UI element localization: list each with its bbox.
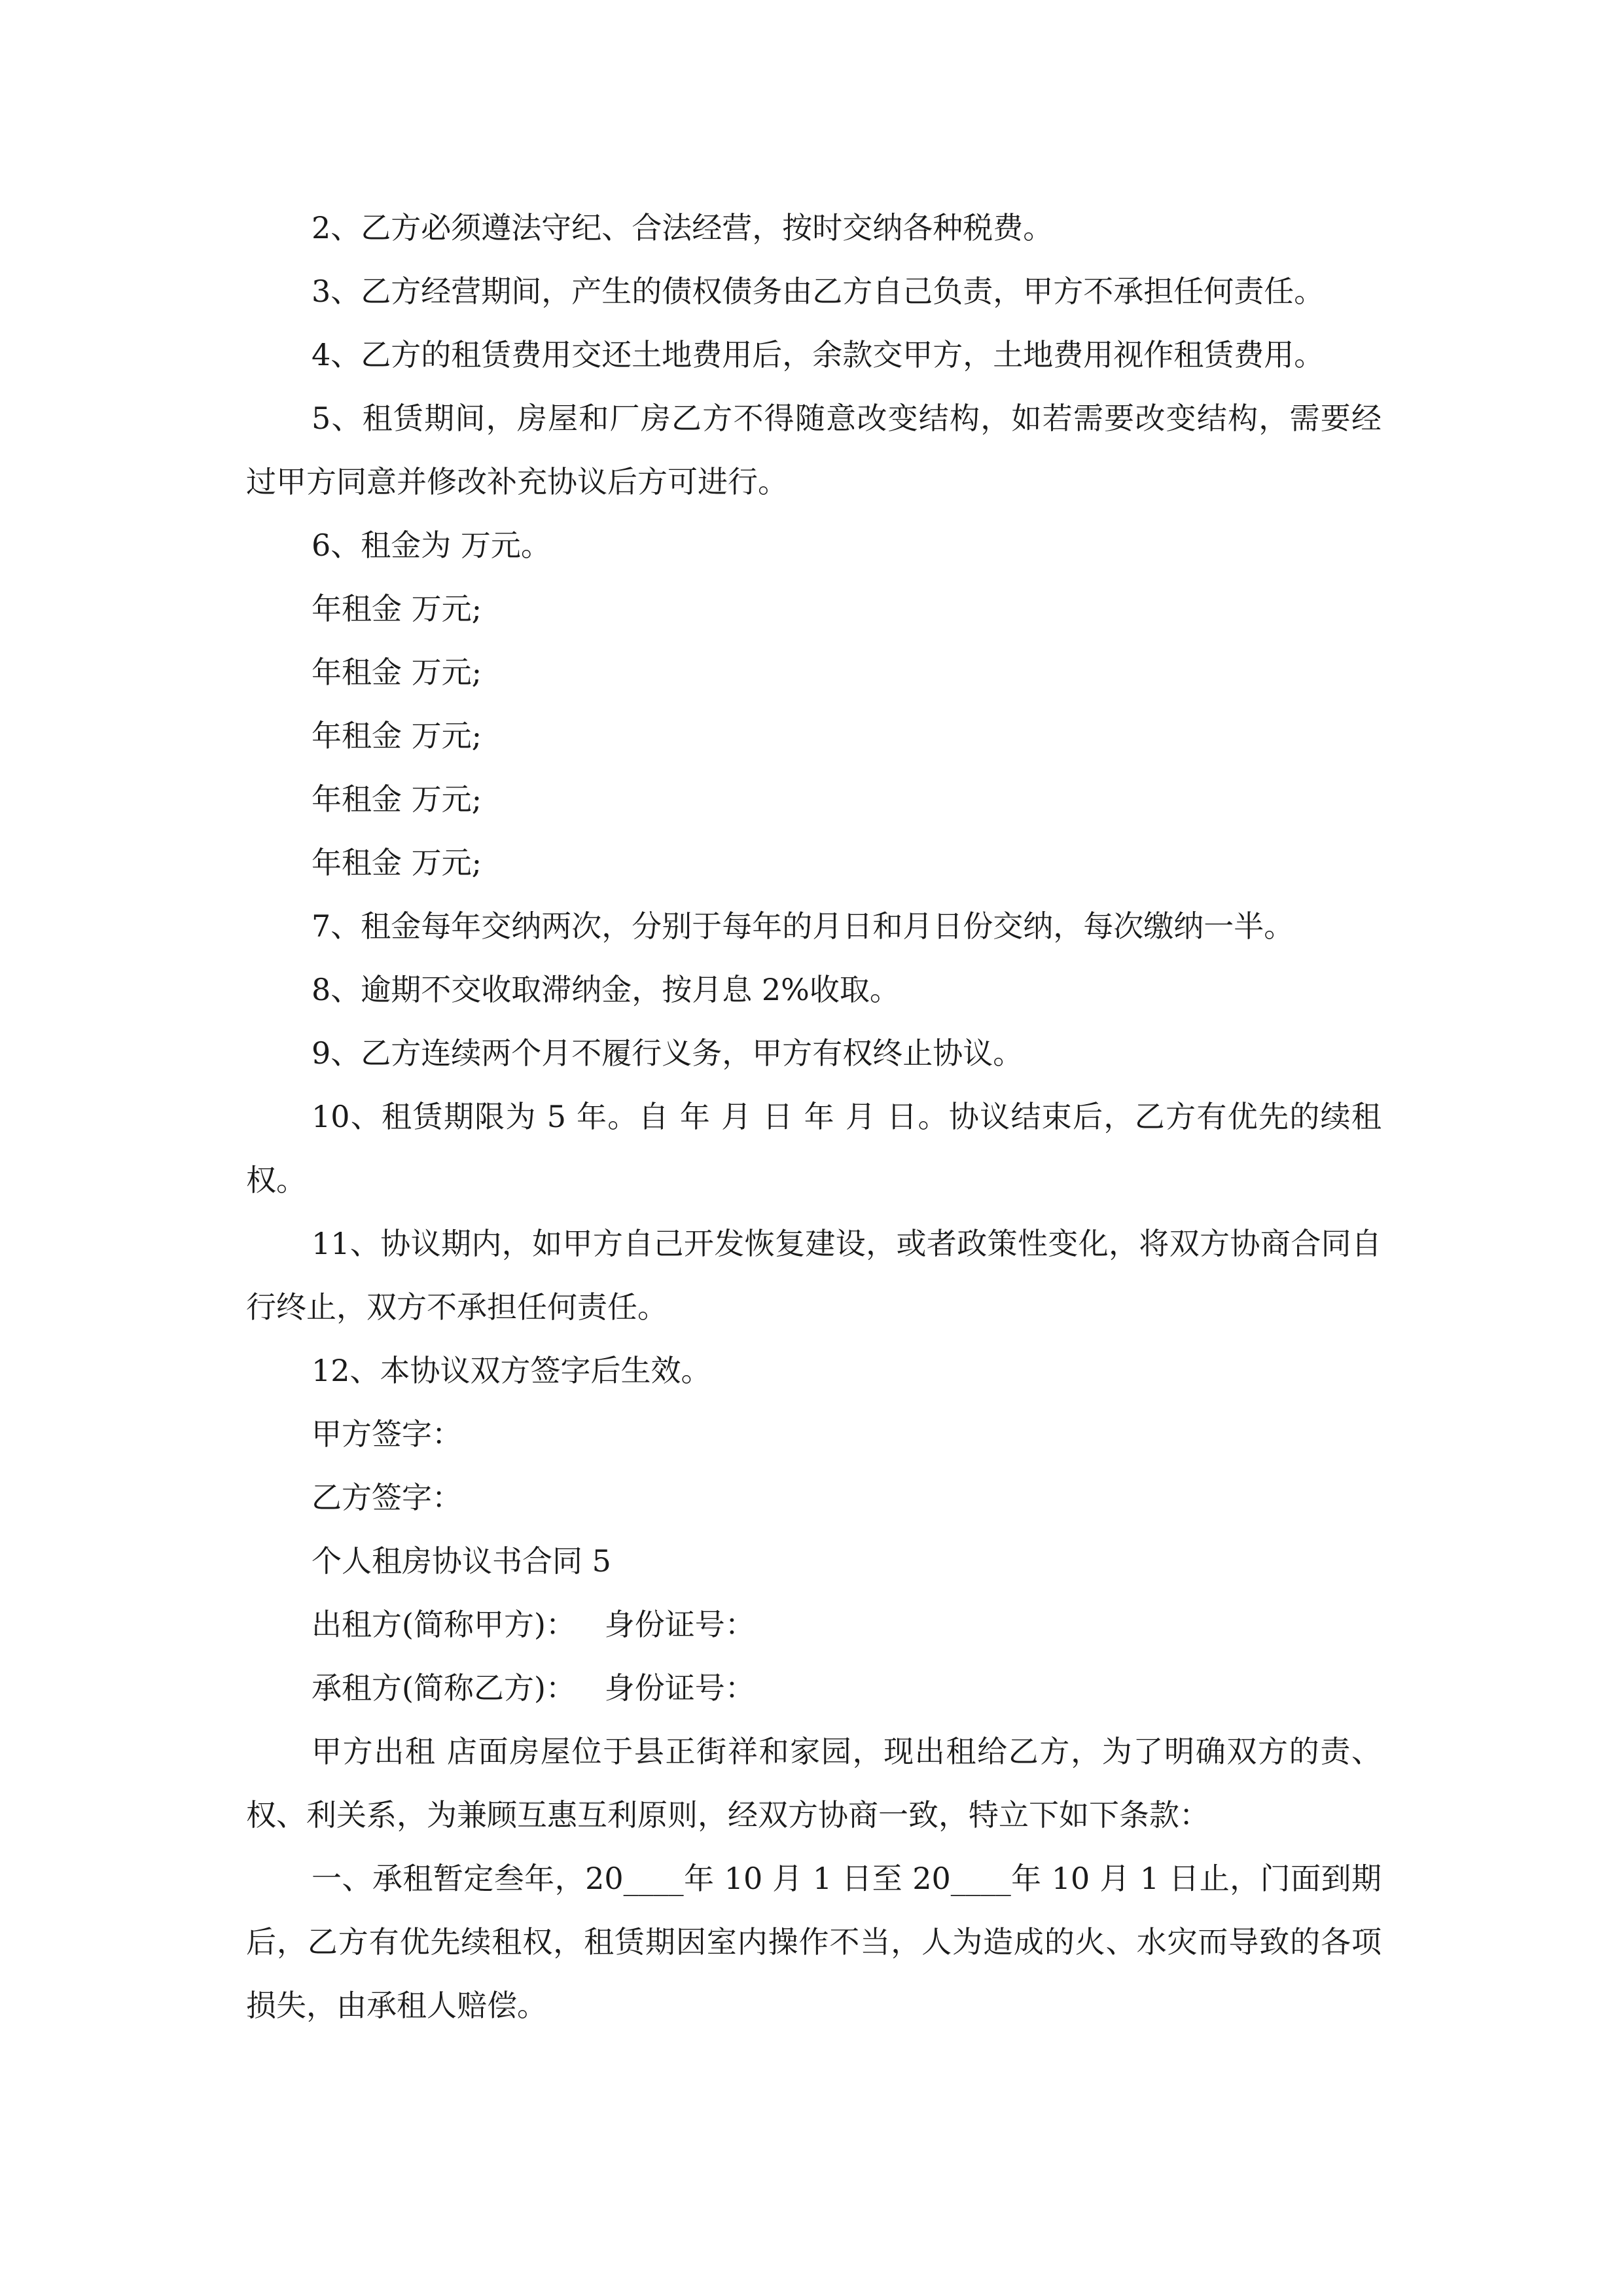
clause-10: 10、租赁期限为 5 年。自 年 月 日 年 月 日。协议结束后，乙方有优先的续租权。 bbox=[246, 1099, 1382, 1198]
clause-7: 7、租金每年交纳两次，分别于每年的月日和月日份交纳，每次缴纳一半。 bbox=[312, 908, 1294, 944]
clause-6: 6、租金为 万元。 bbox=[312, 528, 551, 563]
annual-rent-line: 年租金 万元; bbox=[312, 845, 482, 880]
contract-heading: 个人租房协议书合同 5 bbox=[312, 1543, 611, 1579]
clause-4: 4、乙方的租赁费用交还土地费用后，余款交甲方，土地费用视作租赁费用。 bbox=[312, 337, 1325, 372]
clause-9: 9、乙方连续两个月不履行义务，甲方有权终止协议。 bbox=[312, 1035, 1024, 1071]
annual-rent-line: 年租金 万元; bbox=[312, 718, 482, 753]
annual-rent-line: 年租金 万元; bbox=[312, 591, 482, 626]
annual-rent-line: 年租金 万元; bbox=[312, 781, 482, 817]
clause-8: 8、逾期不交收取滞纳金，按月息 2%收取。 bbox=[312, 972, 900, 1007]
lessee-line: 承租方(简称乙方)： 身份证号： bbox=[312, 1670, 755, 1706]
annual-rent-line: 年租金 万元; bbox=[312, 655, 482, 690]
document-body bbox=[246, 196, 1382, 2037]
clause-12: 12、本协议双方签字后生效。 bbox=[312, 1353, 711, 1388]
clause-3: 3、乙方经营期间，产生的债权债务由乙方自己负责，甲方不承担任何责任。 bbox=[312, 274, 1325, 309]
article-1: 一、承租暂定叁年，20____年 10 月 1 日至 20____年 10 月 1 日止，门面到期后，乙方有优先续租权，租赁期因室内操作不当，人为造成的火、水灾而导致的各项损失，由承租人赔偿。 bbox=[246, 1861, 1382, 2023]
clause-11: 11、协议期内，如甲方自己开发恢复建设，或者政策性变化，将双方协商合同自行终止，双方不承担任何责任。 bbox=[246, 1226, 1382, 1325]
preamble: 甲方出租 店面房屋位于县正街祥和家园，现出租给乙方，为了明确双方的责、权、利关系，为兼顾互惠互利原则，经双方协商一致，特立下如下条款： bbox=[246, 1734, 1382, 1833]
lessor-line: 出租方(简称甲方)： 身份证号： bbox=[312, 1607, 755, 1642]
party-b-signature: 乙方签字： bbox=[312, 1480, 462, 1515]
clause-5: 5、租赁期间，房屋和厂房乙方不得随意改变结构，如若需要改变结构，需要经过甲方同意并修改补充协议后方可进行。 bbox=[246, 401, 1382, 499]
clause-2: 2、乙方必须遵法守纪、合法经营，按时交纳各种税费。 bbox=[312, 210, 1054, 245]
party-a-signature: 甲方签字： bbox=[312, 1416, 462, 1452]
